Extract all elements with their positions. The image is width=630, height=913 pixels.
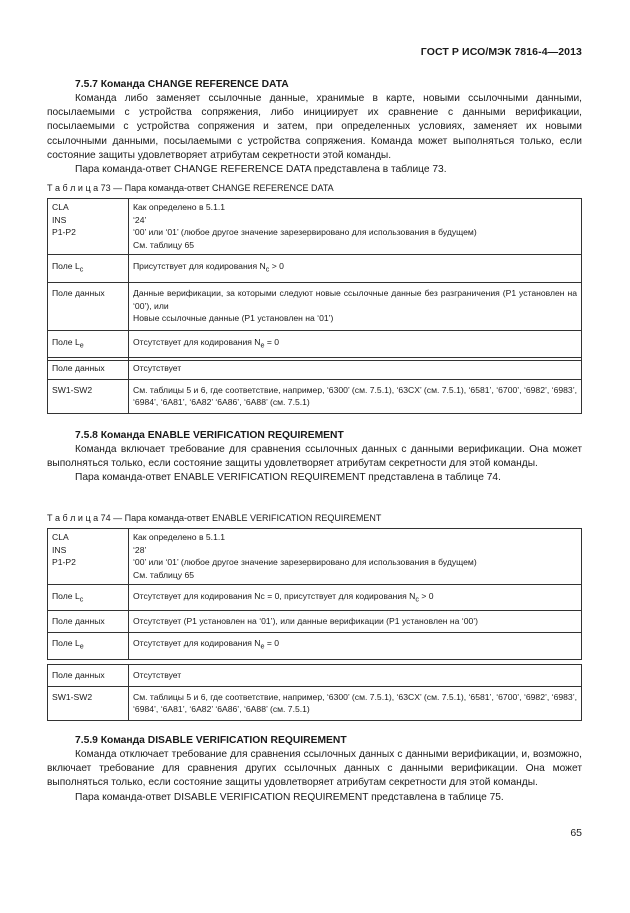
command-table-74 — [47, 528, 582, 660]
cell-line: Как определено в 5.1.1 — [133, 532, 226, 542]
table-row — [48, 686, 582, 720]
paragraph: Команда отключает требование для сравнения ссылочных данных с данными верификации, и, возможно, включает требование для сравнения других ссылочных данных с данными верификации. Она может выполняться только, если состояние защиты удовлетворяет атрибутам секретности для этой команды. — [47, 749, 582, 789]
table-cell-value — [129, 585, 582, 611]
paragraph: Пара команда-ответ DISABLE VERIFICATION REQUIREMENT представлена в таблице 75. — [75, 791, 504, 803]
table-cell-label: SW1-SW2 — [48, 379, 129, 413]
page-number: 65 — [570, 827, 582, 839]
table-caption: Т а б л и ц а 73 — Пара команда-ответ CHANGE REFERENCE DATA — [47, 183, 334, 193]
paragraph: Команда либо заменяет ссылочные данные, хранимые в карте, новыми ссылочными данными, посылаемыми с устройства сопряжения, либо инициирует их сравнение с данными верификации, посылаемыми с устройства сопряжения и затем, при определенных условиях, заменяет их новыми ссылочными данными, посылаемыми с устройства сопряжения. Команда может выполняться только, если состояние защиты удовлетворяет атрибутам секретности этой команды. — [47, 93, 582, 161]
le-subscript: e — [79, 642, 84, 651]
cla-label: CLA — [52, 532, 69, 542]
paragraph: Команда включает требование для сравнения ссылочных данных с данными верификации. Она может выполняться только, если состояние защиты удовлетворяет атрибутам секретности для этой команды. — [47, 444, 582, 470]
table-row — [48, 379, 582, 413]
lc-subscript: c — [79, 595, 84, 604]
section-7-5-9 — [47, 734, 582, 805]
section-title: 7.5.9 Команда DISABLE VERIFICATION REQUIREMENT — [75, 735, 347, 746]
cell-line: ‘00’ или ‘01’ (любое другое значение зарезервировано для использования в будущем) — [133, 227, 477, 237]
table-cell-label: Поле данных — [48, 611, 129, 633]
table-cell-value — [129, 632, 582, 659]
cell-text: Присутствует для кодирования N — [133, 261, 266, 271]
command-table-73 — [47, 198, 582, 361]
table-cell-label — [48, 330, 129, 360]
standard-header: ГОСТ Р ИСО/МЭК 7816-4—2013 — [420, 46, 582, 58]
lc-subscript: c — [79, 265, 84, 274]
p1p2-label: P1-P2 — [52, 557, 76, 567]
table-cell-label — [48, 255, 129, 283]
table-cell-label: Поле данных — [48, 665, 129, 687]
table-caption: Т а б л и ц а 74 — Пара команда-ответ ENABLE VERIFICATION REQUIREMENT — [47, 513, 382, 523]
lc-label: Поле L — [52, 261, 80, 271]
cell-text: = 0 — [264, 336, 280, 347]
table-cell-value — [129, 255, 582, 283]
cell-line: Новые ссылочные данные (P1 установлен на ‘01’) — [133, 313, 334, 324]
le-subscript: e — [79, 341, 84, 350]
table-row — [48, 283, 582, 331]
table-row — [48, 529, 582, 585]
ins-label: INS — [52, 544, 67, 555]
p1p2-label: P1-P2 — [52, 227, 76, 237]
table-cell-value — [129, 330, 582, 360]
table-row — [48, 255, 582, 283]
table-row — [48, 585, 582, 611]
section-7-5-8 — [47, 429, 582, 486]
cell-line: Данные верификации, за которыми следуют новые ссылочные данные без разграничения (P1 установлен на ‘00’), или — [133, 288, 577, 311]
paragraph: Пара команда-ответ ENABLE VERIFICATION REQUIREMENT представлена в таблице 74. — [75, 472, 501, 484]
table-cell-label: Поле данных — [48, 358, 129, 380]
cell-text: Отсутствует для кодирования N — [133, 637, 261, 648]
cell-text: = 0 — [264, 637, 280, 648]
cell-subscript: c — [415, 595, 419, 604]
table-cell-label — [48, 199, 129, 255]
ins-label: INS — [52, 214, 67, 225]
table-row — [48, 611, 582, 633]
cla-label: CLA — [52, 202, 69, 212]
cell-text: Отсутствует для кодирования Nc = 0, присутствует для кодирования N — [133, 591, 416, 601]
table-cell-value: Отсутствует (P1 установлен на ‘01’), или данные верификации (P1 установлен на ‘00’) — [129, 611, 582, 633]
le-label: Поле L — [52, 637, 80, 648]
cell-line: ‘00’ или ‘01’ (любое другое значение зарезервировано для использования в будущем) — [133, 557, 477, 567]
table-cell-label — [48, 585, 129, 611]
cell-line: См. таблицу 65 — [133, 569, 195, 580]
table-cell-label: Поле данных — [48, 283, 129, 331]
table-cell-label — [48, 632, 129, 659]
cell-subscript: e — [260, 642, 265, 651]
cell-text: > 0 — [418, 591, 434, 601]
lc-label: Поле L — [52, 591, 80, 601]
section-title: 7.5.7 Команда CHANGE REFERENCE DATA — [75, 79, 289, 90]
table-row — [48, 199, 582, 255]
table-row — [48, 358, 582, 380]
response-table-73 — [47, 357, 582, 414]
le-label: Поле L — [52, 336, 80, 347]
table-row — [48, 665, 582, 687]
section-title: 7.5.8 Команда ENABLE VERIFICATION REQUIREMENT — [75, 430, 344, 441]
paragraph: Пара команда-ответ CHANGE REFERENCE DATA представлена в таблице 73. — [75, 164, 447, 176]
table-cell-value: Отсутствует — [129, 665, 582, 687]
cell-line: Как определено в 5.1.1 — [133, 202, 226, 212]
table-cell-value — [129, 529, 582, 585]
table-cell-label — [48, 529, 129, 585]
cell-text: Отсутствует для кодирования N — [133, 336, 261, 347]
cell-line: ‘28’ — [133, 544, 147, 555]
cell-text: > 0 — [269, 261, 284, 271]
cell-subscript: e — [260, 341, 265, 350]
cell-subscript: c — [265, 265, 270, 274]
table-cell-value: Отсутствует — [129, 358, 582, 380]
section-7-5-7 — [47, 78, 582, 177]
table-cell-value: См. таблицы 5 и 6, где соответствие, например, ‘6300’ (см. 7.5.1), ‘63CX’ (см. 7.5.1), ‘6581’, ‘6700’, ‘6982’, ‘6983’, ‘6984’, ‘6A81’, ‘6A82’ ‘6A86’, ‘6A88’ (см. 7.5.1) — [129, 379, 582, 413]
table-cell-value: См. таблицы 5 и 6, где соответствие, например, ‘6300’ (см. 7.5.1), ‘63CX’ (см. 7.5.1), ‘6581’, ‘6700’, ‘6982’, ‘6983’, ‘6984’, ‘6A81’, ‘6A82’ ‘6A86’, ‘6A88’ (см. 7.5.1) — [129, 686, 582, 720]
table-cell-value — [129, 283, 582, 331]
response-table-74 — [47, 664, 582, 721]
table-row — [48, 632, 582, 659]
cell-line: ‘24’ — [133, 214, 147, 225]
table-row — [48, 330, 582, 360]
table-cell-value — [129, 199, 582, 255]
cell-line: См. таблицу 65 — [133, 239, 195, 250]
table-cell-label: SW1-SW2 — [48, 686, 129, 720]
